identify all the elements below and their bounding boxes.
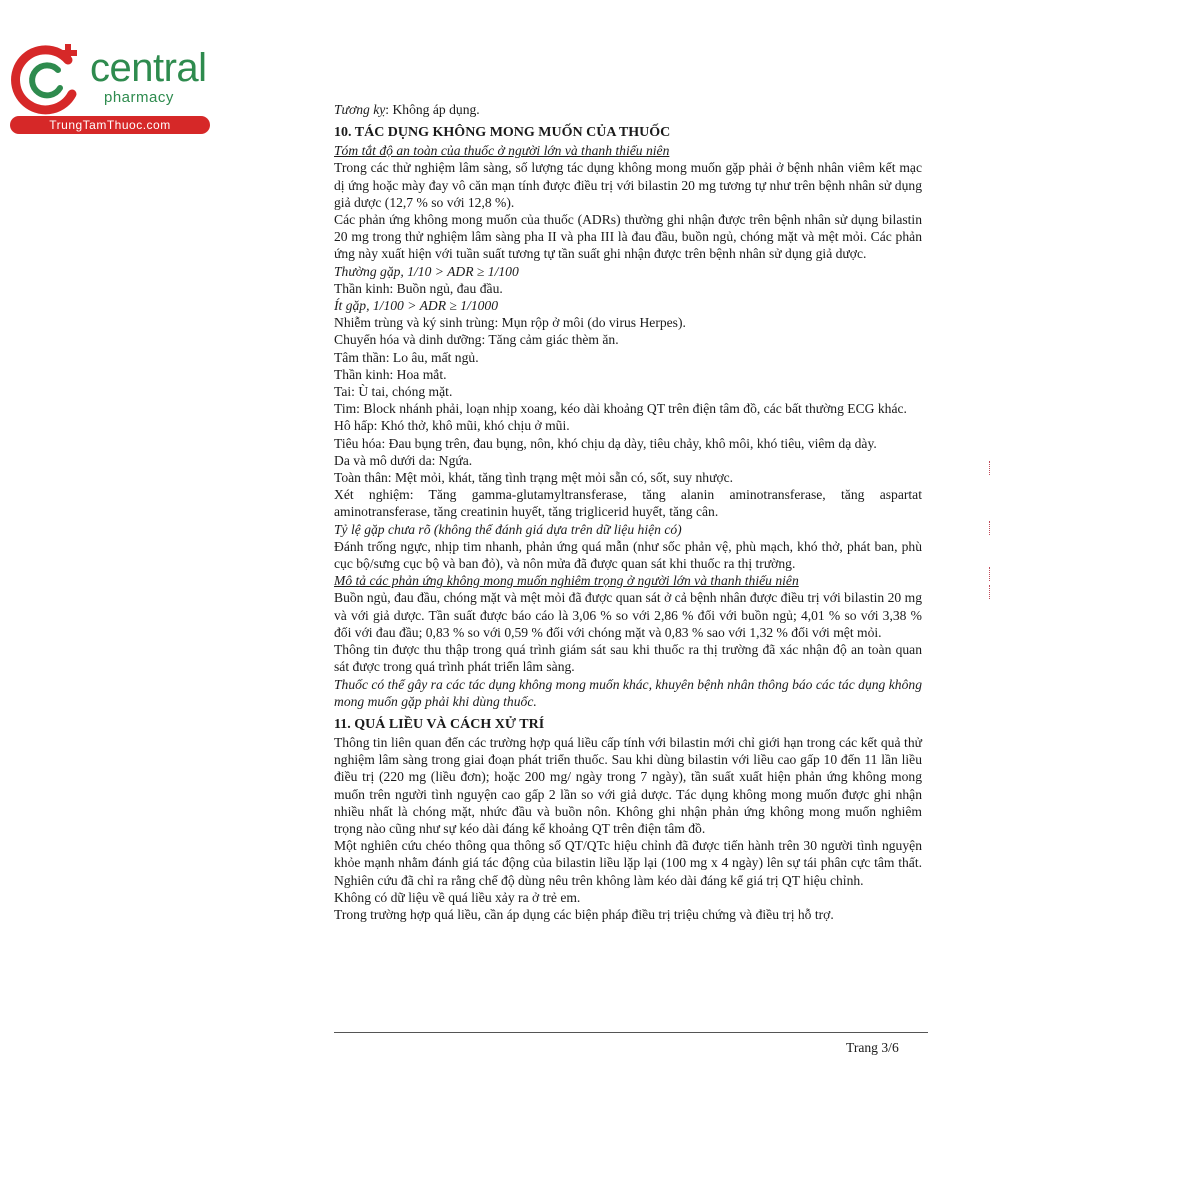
list-item: Thần kinh: Buồn ngủ, đau đầu. [334, 280, 503, 296]
paragraph: Không có dữ liệu về quá liều xảy ra ở trẻ em. [334, 889, 581, 905]
list-item: Hô hấp: Khó thở, khô mũi, khó chịu ở mũi. [334, 418, 570, 434]
list-item: Tiêu hóa: Đau bụng trên, đau bụng, nôn, khó chịu dạ dày, tiêu chảy, khô môi, khó tiêu, viêm dạ dày. [334, 435, 877, 451]
compatibility-line [334, 101, 922, 118]
unknown-frequency-heading: Tỷ lệ gặp chưa rõ (không thể đánh giá dựa trên dữ liệu hiện có) [334, 521, 682, 537]
paragraph: Buồn ngủ, đau đầu, chóng mặt và mệt mỏi đã được quan sát ở cả bệnh nhân được điều trị với bilastin 20 mg và với giả dược. Tần suất được báo cáo là 3,06 % so với 2,86 % đối với buồn ngủ; 4,01 % so với 3,38 % đối với đau đầu; 0,83 % so với 0,59 % đối với chóng mặt và 0,83 % sao với 1,32 % đối với mệt mỏi. [334, 590, 922, 640]
paragraph: Đánh trống ngực, nhịp tim nhanh, phản ứng quá mẫn (như sốc phản vệ, phù mạch, khó thở, phát ban, phù cục bộ/sưng cục bộ và ban đỏ), và nôn mửa đã được quan sát khi thuốc ra thị trường. [334, 538, 922, 572]
margin-marks [985, 455, 1005, 605]
brand-name: central [90, 46, 207, 90]
compatibility-value: : Không áp dụng. [385, 102, 480, 117]
footer-divider [334, 1032, 928, 1033]
page-number: Trang 3/6 [846, 1040, 899, 1055]
margin-mark [989, 585, 994, 599]
list-item: Tim: Block nhánh phải, loạn nhịp xoang, kéo dài khoảng QT trên điện tâm đồ, các bất thường ECG khác. [334, 401, 907, 417]
list-item: Thần kinh: Hoa mắt. [334, 366, 447, 382]
common-frequency-heading: Thường gặp, 1/10 > ADR ≥ 1/100 [334, 263, 519, 279]
list-item: Nhiễm trùng và ký sinh trùng: Mụn rộp ở môi (do virus Herpes). [334, 315, 686, 331]
list-item: Tâm thần: Lo âu, mất ngủ. [334, 349, 479, 365]
serious-reactions-subheading: Mô tả các phản ứng không mong muốn nghiêm trọng ở người lớn và thanh thiếu niên [334, 573, 799, 589]
list-item: Chuyển hóa và dinh dưỡng: Tăng cảm giác thèm ăn. [334, 332, 619, 348]
margin-mark [989, 567, 994, 581]
advice-note: Thuốc có thể gây ra các tác dụng không mong muốn khác, khuyên bệnh nhân thông báo các tác dụng không mong muốn gặp phải khi dùng thuốc. [334, 676, 922, 709]
paragraph: Thông tin được thu thập trong quá trình giám sát sau khi thuốc ra thị trường đã xác nhận độ an toàn quan sát được trong quá trình phát triển lâm sàng. [334, 642, 922, 675]
list-item: Xét nghiệm: Tăng gamma-glutamyltransferase, tăng alanin aminotransferase, tăng aspartat aminotransferase, tăng creatinin huyết, tăng triglicerid huyết, tăng cân. [334, 487, 922, 520]
pharmacy-logo[interactable] [10, 38, 220, 138]
list-item: Toàn thân: Mệt mỏi, khát, tăng tình trạng mệt mỏi sẵn có, sốt, suy nhược. [334, 470, 734, 486]
margin-mark [989, 521, 994, 535]
site-url-badge[interactable]: TrungTamThuoc.com [10, 116, 210, 134]
section-10-heading: 10. TÁC DỤNG KHÔNG MONG MUỐN CỦA THUỐC [334, 125, 671, 141]
logo-mark-icon [10, 38, 90, 118]
paragraph: Các phản ứng không mong muốn của thuốc (ADRs) thường ghi nhận được trên bệnh nhân sử dụng bilastin 20 mg trong thử nghiệm lâm sàng pha II và pha III là đau đầu, buồn ngủ, chóng mặt và mệt mỏi. Các phản ứng này xuất hiện với tuần suất tương tự tần suất ghi nhận được trên bệnh nhân sử dụng giả dược. [334, 212, 922, 262]
paragraph: Một nghiên cứu chéo thông qua thông số QT/QTc hiệu chỉnh đã được tiến hành trên 30 người tình nguyện khỏe mạnh nhằm đánh giá tác động của bilastin liều lặp lại (100 mg x 4 ngày) lên sự tái phân cực tâm thất. Nghiên cứu đã chỉ ra rằng chế độ dùng nêu trên không làm kéo dài đáng kể giá trị QT hiệu chỉnh. [334, 838, 922, 888]
brand-subtitle: pharmacy [104, 89, 174, 106]
paragraph: Trong trường hợp quá liều, cần áp dụng các biện pháp điều trị triệu chứng và điều trị hỗ trợ. [334, 906, 834, 922]
uncommon-frequency-heading: Ít gặp, 1/100 > ADR ≥ 1/1000 [334, 298, 499, 314]
safety-summary-subheading: Tóm tắt độ an toàn của thuốc ở người lớn và thanh thiếu niên [334, 143, 670, 159]
leaflet-page [334, 101, 922, 923]
paragraph: Thông tin liên quan đến các trường hợp quá liều cấp tính với bilastin mới chỉ giới hạn trong các kết quả thử nghiệm lâm sàng trong giai đoạn phát triển thuốc. Sau khi dùng bilastin với liều cao gấp 10 đến 11 lần liều điều trị (220 mg (liều đơn); hoặc 200 mg/ ngày trong 7 ngày), tần suất xuất hiện phản ứng không mong muốn trên người tình nguyện cao gấp 2 lần so với giả dược. Tác dụng không mong muốn được ghi nhận nhiều nhất là chóng mặt, nhức đầu và buồn nôn. Không ghi nhận phản ứng không mong muốn nghiêm trọng nào cũng như sự kéo dài đáng kể khoảng QT trên điện tâm đồ. [334, 734, 922, 836]
list-item: Tai: Ù tai, chóng mặt. [334, 384, 453, 400]
margin-mark [989, 461, 994, 475]
compatibility-label: Tương kỵ [334, 102, 386, 117]
section-11-heading: 11. QUÁ LIỀU VÀ CÁCH XỬ TRÍ [334, 716, 545, 732]
list-item: Da và mô dưới da: Ngứa. [334, 452, 473, 468]
paragraph: Trong các thử nghiệm lâm sàng, số lượng tác dụng không mong muốn gặp phải ở bệnh nhân viêm kết mạc dị ứng hoặc mày đay vô căn mạn tính được điều trị với bilastin 20 mg tương tự như trên bệnh nhân sử dụng giả dược (12,7 % so với 12,8 %). [334, 160, 922, 210]
